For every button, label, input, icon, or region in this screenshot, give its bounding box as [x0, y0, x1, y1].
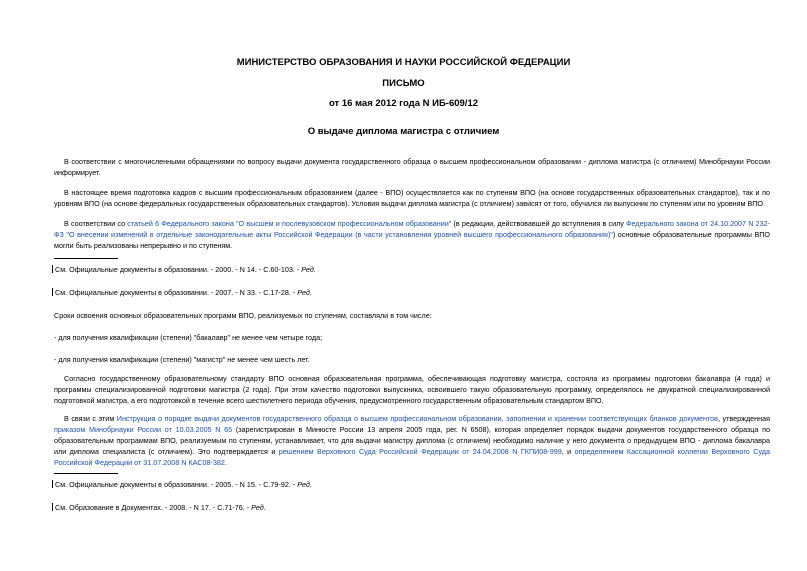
link-order-65[interactable]: приказом Минобрнауки России от 10.03.2005 N 65 [54, 425, 233, 434]
footnote-separator-2 [54, 473, 118, 474]
list-item-bachelor: - для получения квалификации (степени) "бакалавр" не менее чем четыре года; [54, 333, 323, 342]
footnote-3-text: См. Официальные документы в образовании. - 2005. - N 15. - С.79-92. - [55, 480, 298, 489]
paragraph-3-text-c: ) основные образовательные программы ВПО могли быть реализованы непрерывно и по ступеням. [54, 230, 770, 250]
paragraph-4: Сроки освоения основных образовательных программ ВПО, реализуемых по ступеням, составляли в том числе: [54, 311, 432, 320]
footnote-separator-1 [54, 258, 118, 259]
footnote-marker [52, 480, 53, 488]
paragraph-6-text-a: В связи с этим [64, 414, 117, 423]
footnote-3 [52, 480, 312, 490]
footnote-1 [52, 265, 316, 275]
paragraph-3 [54, 218, 770, 251]
footnote-4 [52, 503, 266, 513]
date-number-heading: от 16 мая 2012 года N ИБ-609/12 [328, 98, 479, 109]
footnote-2-text: См. Официальные документы в образовании. - 2007. - N 33. - С.17-28. - [55, 288, 298, 297]
footnote-4-tag: Ред. [251, 503, 266, 512]
subject-heading: О выдаче диплома магистра с отличием [307, 126, 500, 137]
paragraph-3-text-b: (в редакции, действовавшей до вступления в силу [451, 219, 627, 228]
list-item-master: - для получения квалификации (степени) "магистр" не менее чем шесть лет. [54, 355, 310, 364]
footnote-3-tag: Ред. [297, 480, 312, 489]
paragraph-6-text-e: . [224, 458, 227, 467]
doc-type-heading: ПИСЬМО [382, 78, 425, 89]
paragraph-5: Согласно государственному образовательному стандарту ВПО основная образовательная программа, обеспечивающая подготовку магистра, состояла из программы подготовки бакалавра (4 года) и программы специализированной подготовки магистра (2 года). При этом качество подготовки выпускника, освоившего такую образовательную программу, определялось не двукратной специализированной подготовкой магистра, а его подготовкой в течение всего шестилетнего периода обучения, предусмотренного государственным образовательным стандартом ВПО. [54, 374, 770, 405]
footnote-4-text: См. Образование в Документах. - 2008. - N 17. - С.71-76. - [55, 503, 252, 512]
paragraph-6 [54, 413, 770, 468]
footnote-marker [52, 288, 53, 296]
footnote-2-tag: Ред. [297, 288, 312, 297]
link-law-article-6[interactable]: статьей 6 Федерального закона "О высшем и послевузовском профессиональном образовании" [127, 219, 452, 228]
paragraph-3-text-a: В соответствии со [64, 219, 128, 228]
link-cassation-ruling[interactable]: определением Кассационной коллегии Верховного Суда Российской Федерации от 31.07.2008 N КАС08-382 [54, 447, 771, 467]
paragraph-2: В настоящее время подготовка кадров с высшим профессиональным образованием (далее - ВПО) осуществляется как по ступеням ВПО (на основе государственных образовательных стандартов), так и по уровням ВПО (на основе федеральных государственных образовательных стандартов). Условия выдачи диплома магистра (с отличием) зависят от того, обучался ли выпускник по ступеням или по уровням ВПО. [54, 188, 770, 208]
paragraph-6-text-b: , утвержденная [718, 414, 770, 423]
paragraph-1: В соответствии с многочисленными обращениями по вопросу выдачи документа государственного образца о высшем профессиональном образовании - диплома магистра (с отличием) Минобрнауки России информирует. [54, 157, 770, 177]
footnote-marker [52, 265, 53, 273]
link-instruction[interactable]: Инструкция о порядке выдачи документов государственного образца о высшем профессиональном образовании, заполнении и хранении соответствующих бланков документов [116, 414, 718, 423]
ministry-heading: МИНИСТЕРСТВО ОБРАЗОВАНИЯ И НАУКИ РОССИЙСКОЙ ФЕДЕРАЦИИ [236, 57, 571, 68]
footnote-marker [52, 503, 53, 511]
paragraph-6-text-d: , и [561, 447, 575, 456]
footnote-2 [52, 288, 312, 298]
paragraph-6-text-c: (зарегистрирован в Минюсте России 13 апреля 2005 года, рег. N 6508), которая определяет порядок выдачи документов государственного образца по образовательным программам ВПО, реализуемым по ступеням, устанавливает, что для выдачи магистру диплома (с отличием) необходимо наличие у него документа о предыдущем ВПО - диплома бакалавра или диплома специалиста (с отличием). Это подтверждается и [54, 425, 770, 456]
link-supreme-court-decision[interactable]: решением Верховного Суда Российской Федерации от 24.04.2008 N ГКПИ08-999 [278, 447, 562, 456]
footnote-1-text: См. Официальные документы в образовании. - 2000. - N 14. - С.60-103. - [55, 265, 302, 274]
link-law-232-fz[interactable]: Федерального закона от 24.10.2007 N 232-ФЗ "О внесении изменений в отдельные законодательные акты Российской Федерации (в части установления уровней высшего профессионального образования)" [54, 219, 770, 239]
footnote-1-tag: Ред. [301, 265, 316, 274]
